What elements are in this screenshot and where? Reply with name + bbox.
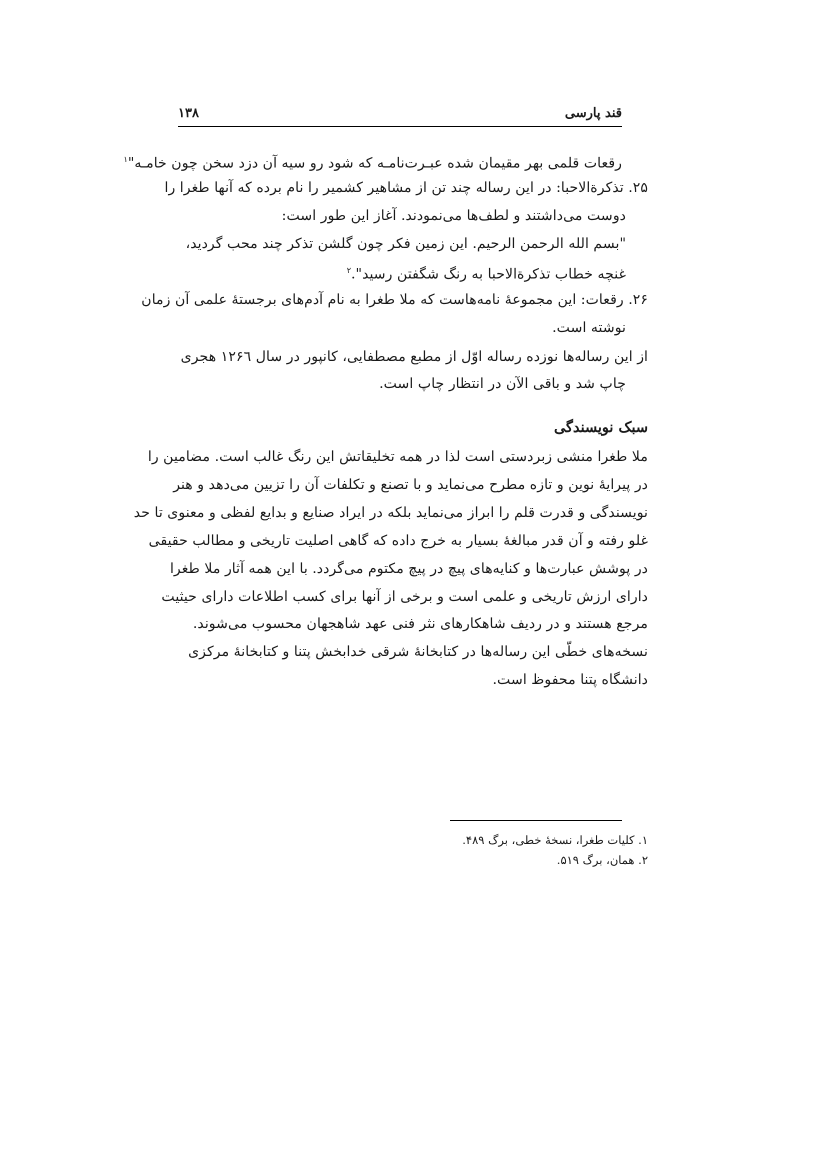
- paragraph-line: دارای ارزش تاریخی و علمی است و برخی از آنها برای کسب اطلاعات دارای حیثیت: [161, 589, 648, 605]
- running-header: [178, 96, 622, 127]
- book-title: قند پارسی: [564, 106, 622, 121]
- body-line: "بسم الله الرحمن الرحیم. این زمین فکر چون گلشن تذکر چند محب گردید،: [185, 236, 626, 252]
- verse-line: [123, 150, 622, 174]
- footnote-2: ۲. همان، برگ ۵۱۹.: [556, 853, 648, 867]
- body-line: نوشته است.: [552, 320, 626, 336]
- paragraph-line: در پیرایهٔ نوین و تازه مطرح می‌نماید و با تصنع و تکلفات آن را تزیین می‌دهد و هنر: [173, 477, 648, 493]
- paragraph-line: غلو رفته و آن قدر مبالغهٔ بسیار به خرج داده که گاهی اصلیت تاریخی و مطالب حقیقی: [148, 533, 648, 549]
- body-line: از این رساله‌ها نوزده رساله اوّل از مطبع مصطفایی، کانپور در سال ۱۲۶٦ هجری: [180, 349, 648, 365]
- page-number: ۱۳۸: [178, 106, 199, 121]
- body-line-text: غنچه خطاب تذکرةالاحبا به رنگ شگفتن رسید".: [351, 266, 626, 283]
- footnote-divider: [450, 820, 622, 821]
- paragraph-line: نویسندگی و قدرت قلم را ابراز می‌نماید بلکه در ایراد صنایع و بدایع لفظی و معنوی تا حد: [133, 505, 648, 521]
- verse-text: رقعات قلمی بهر مقیمان شده عبـرت‌نامـه که شود رو سیه آن دزد سخن چون خامـه": [127, 155, 622, 172]
- paragraph-line: مرجع هستند و در ردیف شاهکارهای نثر فنی عهد شاهجهان محسوب می‌شوند.: [192, 616, 648, 632]
- body-line: دوست می‌داشتند و لطف‌ها می‌نمودند. آغاز این طور است:: [281, 208, 626, 224]
- body-line: چاپ شد و باقی الآن در انتظار چاپ است.: [379, 376, 626, 392]
- body-line: ۲۵. تذکرةالاحبا: در این رساله چند تن از مشاهیر کشمیر را نام برده که آنها طغرا را: [164, 180, 648, 196]
- body-line: [206, 261, 626, 285]
- section-heading: سبک نویسندگی: [553, 419, 648, 436]
- paragraph-line: ملا طغرا منشی زبردستی است لذا در همه تخلیقاتش این رنگ غالب است. مضامین را: [147, 449, 648, 465]
- footnote-ref-1: ۱: [123, 155, 128, 164]
- paragraph-line: دانشگاه پتنا محفوظ است.: [492, 672, 648, 688]
- footnote-ref-2: ۲: [346, 266, 352, 275]
- footnote-1: ۱. کلیات طغرا، نسخهٔ خطی، برگ ۴۸۹.: [462, 833, 648, 847]
- body-line: ۲۶. رقعات: این مجموعهٔ نامه‌هاست که ملا طغرا به نام آدم‌های برجستهٔ علمی آن زمان: [141, 292, 648, 308]
- paragraph-line: نسخه‌های خطّی این رساله‌ها در کتابخانهٔ شرقی خدابخش پتنا و کتابخانهٔ مرکزی: [188, 644, 648, 660]
- paragraph-line: در پوشش عبارت‌ها و کنایه‌های پیچ در پیچ مکتوم می‌گردد. با این همه آثار ملا طغرا: [169, 561, 648, 577]
